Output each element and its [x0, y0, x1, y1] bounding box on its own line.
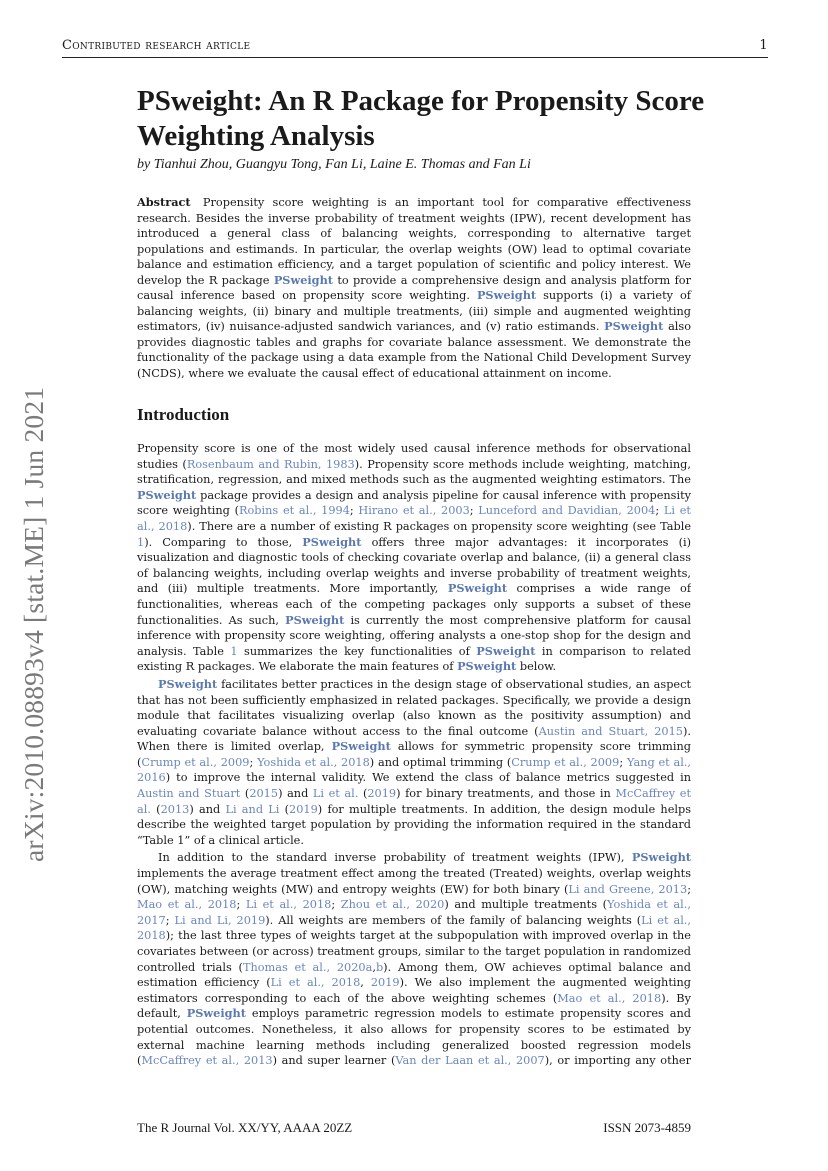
- paragraph: In addition to the standard inverse probability of treatment weights (IPW), PSweight implements the average treatment effect among the treated (Treated) weights, overlap weights (OW), matching weights (MW) and entropy weights (EW) for both binary (Li and Greene, 2013; Mao et al., 2018; Li et al., 2018; Zhou et al., 2020) and multiple treatments (Yoshida et al., 2017; Li and Li, 2019). All weights are members of the family of balancing weights (Li et al., 2018); the last three types of weights target at the subpopulation with improved overlap in the covariates between (or across) treatment groups, similar to the target population in randomized controlled trials (Thomas et al., 2020a,b). Among them, OW achieves optimal balance and estimation efficiency (Li et al., 2018, 2019). We also implement the augmented weighting estimators corresponding to each of the above weighting schemes (Mao et al., 2018). By default, PSweight employs parametric regression models to estimate propensity scores and potential outcomes. Nonetheless, it also allows for propensity scores to be estimated by external machine learning methods including generalized boosted regression models (McCaffrey et al., 2013) and super learner (Van der Laan et al., 2007), or importing any other: [137, 850, 691, 1071]
- abstract-text: to provide a comprehensive design and analysis platform for causal inference based on propensity score weighting.: [137, 273, 691, 302]
- issn: ISSN 2073-4859: [603, 1120, 691, 1135]
- text-run: and: [287, 787, 309, 801]
- citation-year-link[interactable]: 2019: [289, 802, 318, 816]
- text-run: Propensity score is one of the most widely used causal inference methods for observational studies (: [137, 442, 691, 471]
- citation-link[interactable]: Li et al.: [312, 787, 359, 801]
- text-run: offers three major advantages: it incorporates (i) visualization and diagnostic tools of checking covariate overlap and balance, (ii) a general class of balancing weights, including overlap weights and inverse probability of treatment weights, and (iii) multiple treatments. More importantly,: [137, 535, 691, 596]
- text-run: ). We also implement the augmented weighting estimators corresponding to each of the above weighting schemes (: [137, 976, 691, 1005]
- package-link[interactable]: PSweight: [447, 581, 508, 596]
- text-run: package provides a design and analysis pipeline for causal inference with propensity score weighting (: [137, 488, 691, 518]
- package-link[interactable]: PSweight: [604, 319, 664, 333]
- citation-link[interactable]: Li et al., 2018: [137, 913, 691, 943]
- citation-link[interactable]: Thomas et al., 2020a: [242, 960, 373, 974]
- citation-link[interactable]: Lunceford and Davidian, 2004: [478, 504, 656, 518]
- citation-link[interactable]: McCaffrey et al.: [137, 787, 691, 816]
- citation-link[interactable]: Mao et al., 2018: [557, 991, 662, 1005]
- abstract: [137, 195, 691, 381]
- package-link[interactable]: PSweight: [158, 676, 218, 691]
- citation-link[interactable]: Hirano et al., 2003: [358, 504, 470, 518]
- citation-year-link[interactable]: 2013: [160, 802, 190, 816]
- abstract-label: Abstract: [137, 195, 191, 209]
- text-run: comprises a wide range of functionalities, whereas each of the competing packages only supports a subset of these functionalities. As such,: [137, 582, 691, 627]
- section-heading-introduction: Introduction: [137, 405, 230, 424]
- text-run: employs parametric regression models to estimate propensity scores and potential outcomes. Nonetheless, it also allows for propensity scores to be estimated by external machine learning methods including generalized boosted regression models (: [137, 1007, 691, 1068]
- citation-link[interactable]: Li and Li: [225, 802, 280, 816]
- citation-year-link[interactable]: 2019: [367, 787, 397, 801]
- text-run: is currently the most comprehensive platform for causal inference with propensity score weighting, offering analysts a one-stop shop for the design and analysis. Table: [137, 613, 691, 658]
- text-run: ) and super learner (: [272, 1054, 396, 1068]
- text-run: ). Propensity score methods include weighting, matching, stratification, regression, and mixed methods such as the augmented weighting estimators. The: [137, 457, 691, 487]
- text-run: ) and optimal trimming (: [369, 755, 512, 769]
- header-rule: [62, 57, 768, 58]
- citation-link[interactable]: Li et al., 2018: [137, 504, 691, 533]
- citation-link[interactable]: Crump et al., 2009: [511, 755, 620, 769]
- text-run: ), or importing any other: [544, 1054, 691, 1068]
- text-run: below.: [519, 660, 557, 674]
- citation-link[interactable]: Li et al., 2018: [245, 898, 332, 912]
- citation-link[interactable]: 2019: [370, 976, 400, 990]
- citation-link[interactable]: Robins et al., 1994: [239, 504, 350, 518]
- package-link[interactable]: PSweight: [302, 534, 362, 549]
- author-line: by Tianhui Zhou, Guangyu Tong, Fan Li, Laine E. Thomas and Fan Li: [137, 157, 531, 172]
- citation-link[interactable]: Li et al., 2018: [270, 976, 361, 990]
- text-run: facilitates better practices in the design stage of observational studies, an aspect that has not been sufficiently emphasized in related packages. Specifically, we provide a design module that facilitates visualizing overlap (also known as the positivity assumption) and evaluating covariate balance without access to the final outcome (: [137, 677, 691, 738]
- abstract-text: supports (i) a variety of balancing weights, (ii) binary and multiple treatments, (iii) simple and augmented weighting estimators, (iv) nuisance-adjusted sandwich variances, and (v) ratio estimands.: [137, 289, 691, 333]
- package-link[interactable]: PSweight: [331, 739, 391, 754]
- citation-link[interactable]: McCaffrey et al., 2013: [141, 1054, 273, 1068]
- arxiv-stamp: [10, 372, 58, 862]
- citation-link[interactable]: Li and Greene, 2013: [568, 882, 688, 896]
- citation-link[interactable]: Crump et al., 2009: [141, 755, 250, 769]
- abstract-text: also provides diagnostic tables and graphs for covariate balance assessment. We demonstrate the functionality of the package using a data example from the National Child Development Survey (NCDS), where we evaluate the causal effect of educational attainment on income.: [137, 320, 692, 380]
- text-run: ). Among them, OW achieves optimal balance and estimation efficiency (: [137, 960, 691, 990]
- package-link[interactable]: PSweight: [137, 487, 197, 502]
- package-link[interactable]: PSweight: [457, 659, 517, 674]
- table-ref-link[interactable]: 1: [137, 535, 145, 549]
- citation-link[interactable]: Austin and Stuart: [137, 787, 241, 801]
- text-run: implements the average treatment effect among the treated (Treated) weights, overlap weights (OW), matching weights (MW) and entropy weights (EW) for both binary (: [137, 867, 691, 896]
- paragraph: PSweight facilitates better practices in the design stage of observational studies, an aspect that has not been sufficiently emphasized in related packages. Specifically, we provide a design module that facilitates visualizing overlap (also known as the positivity assumption) and evaluating covariate balance without access to the final outcome (Austin and Stuart, 2015). When there is limited overlap, PSweight allows for symmetric propensity score trimming (Crump et al., 2009; Yoshida et al., 2018) and optimal trimming (Crump et al., 2009; Yang et al., 2016) to improve the internal validity. We extend the class of balance metrics suggested in Austin and Stuart (2015) and Li et al. (2019) for binary treatments, and those in McCaffrey et al. (2013) and Li and Li (2019) for multiple treatments. In addition, the design module helps describe the weighted target population by providing the information required in the standard “Table 1” of a clinical article.: [137, 676, 691, 847]
- text-run: allows for symmetric propensity score trimming (: [137, 740, 691, 769]
- page-number: 1: [759, 38, 768, 53]
- running-head: [62, 38, 768, 56]
- package-link[interactable]: PSweight: [631, 850, 691, 865]
- citation-link[interactable]: Yoshida et al., 2017: [137, 898, 691, 927]
- citation-link[interactable]: Li and Li, 2019: [174, 913, 266, 927]
- table-ref-link[interactable]: 1: [230, 644, 238, 658]
- citation-year-link[interactable]: 2015: [249, 787, 279, 801]
- package-link[interactable]: PSweight: [476, 288, 537, 302]
- package-link[interactable]: PSweight: [273, 272, 333, 287]
- text-run: in comparison to related existing R packages. We elaborate the main features of: [137, 644, 691, 674]
- text-run: for multiple treatments. In addition, the design module helps describe the weighted target population by providing the information required in the standard “Table 1” of a clinical article.: [137, 802, 691, 847]
- citation-link[interactable]: b: [375, 960, 384, 974]
- citation-link[interactable]: Yoshida et al., 2018: [257, 755, 370, 769]
- arxiv-stamp-text: arXiv:2010.08893v4 [stat.ME] 1 Jun 2021: [18, 386, 49, 862]
- abstract-text: Propensity score weighting is an important tool for comparative effectiveness research. Besides the inverse probability of treatment weights (IPW), recent development has introduced a general class of balancing weights, corresponding to alternative target populations and estimands. In particular, the overlap weights (OW) lead to optimal covariate balance and estimation efficiency, and a target population of scientific and policy interest. We develop the R package: [137, 196, 692, 287]
- text-run: for binary treatments, and those in: [405, 787, 611, 801]
- text-run: ). Comparing to those,: [144, 535, 293, 549]
- text-run: summarizes the key functionalities of: [244, 644, 470, 658]
- text-run: ). When there is limited overlap,: [137, 724, 691, 754]
- text-run: In addition to the standard inverse probability of treatment weights (IPW),: [158, 851, 625, 865]
- text-run: ). There are a number of existing R packages on propensity score weighting (see Table: [187, 519, 691, 533]
- citation-link[interactable]: Van der Laan et al., 2007: [395, 1054, 545, 1068]
- paper-title: PSweight: An R Package for Propensity Score Weighting Analysis: [137, 85, 705, 152]
- text-run: ). By default,: [137, 991, 691, 1021]
- introduction-body: [137, 441, 691, 1071]
- text-run: ) and multiple treatments (: [444, 898, 608, 912]
- citation-link[interactable]: Rosenbaum and Rubin, 1983: [186, 457, 355, 471]
- text-run: and: [198, 802, 221, 816]
- package-link[interactable]: PSweight: [186, 1006, 246, 1021]
- package-link[interactable]: PSweight: [285, 612, 345, 627]
- page-footer: [137, 1120, 691, 1138]
- citation-link[interactable]: Zhou et al., 2020: [340, 898, 445, 912]
- citation-link[interactable]: Yang et al., 2016: [137, 755, 691, 785]
- running-head-label: Contributed research article: [62, 38, 251, 53]
- journal-info: The R Journal Vol. XX/YY, AAAA 20ZZ: [137, 1120, 353, 1135]
- text-run: ); the last three types of weights target at the subpopulation with improved overlap in the covariates between (or across) treatment groups, similar to the target population in randomized controlled trials (: [137, 929, 691, 974]
- citation-link[interactable]: Austin and Stuart, 2015: [538, 724, 683, 738]
- paragraph: Propensity score is one of the most widely used causal inference methods for observational studies (Rosenbaum and Rubin, 1983). Propensity score methods include weighting, matching, stratification, regression, and mixed methods such as the augmented weighting estimators. The PSweight package provides a design and analysis pipeline for causal inference with propensity score weighting (Robins et al., 1994; Hirano et al., 2003; Lunceford and Davidian, 2004; Li et al., 2018). There are a number of existing R packages on propensity score weighting (see Table 1). Comparing to those, PSweight offers three major advantages: it incorporates (i) visualization and diagnostic tools of checking covariate overlap and balance, (ii) a general class of balancing weights, including overlap weights and inverse probability of treatment weights, and (iii) multiple treatments. More importantly, PSweight comprises a wide range of functionalities, whereas each of the competing packages only supports a subset of these functionalities. As such, PSweight is currently the most comprehensive platform for causal inference with propensity score weighting, offering analysts a one-stop shop for the design and analysis. Table 1 summarizes the key functionalities of PSweight in comparison to related existing R packages. We elaborate the main features of PSweight below.: [137, 442, 691, 674]
- text-run: ). All weights are members of the family of balancing weights (: [265, 913, 642, 927]
- citation-link[interactable]: Mao et al., 2018: [137, 898, 237, 912]
- package-link[interactable]: PSweight: [476, 643, 536, 658]
- text-run: ) to improve the internal validity. We extend the class of balance metrics suggested in: [165, 771, 691, 785]
